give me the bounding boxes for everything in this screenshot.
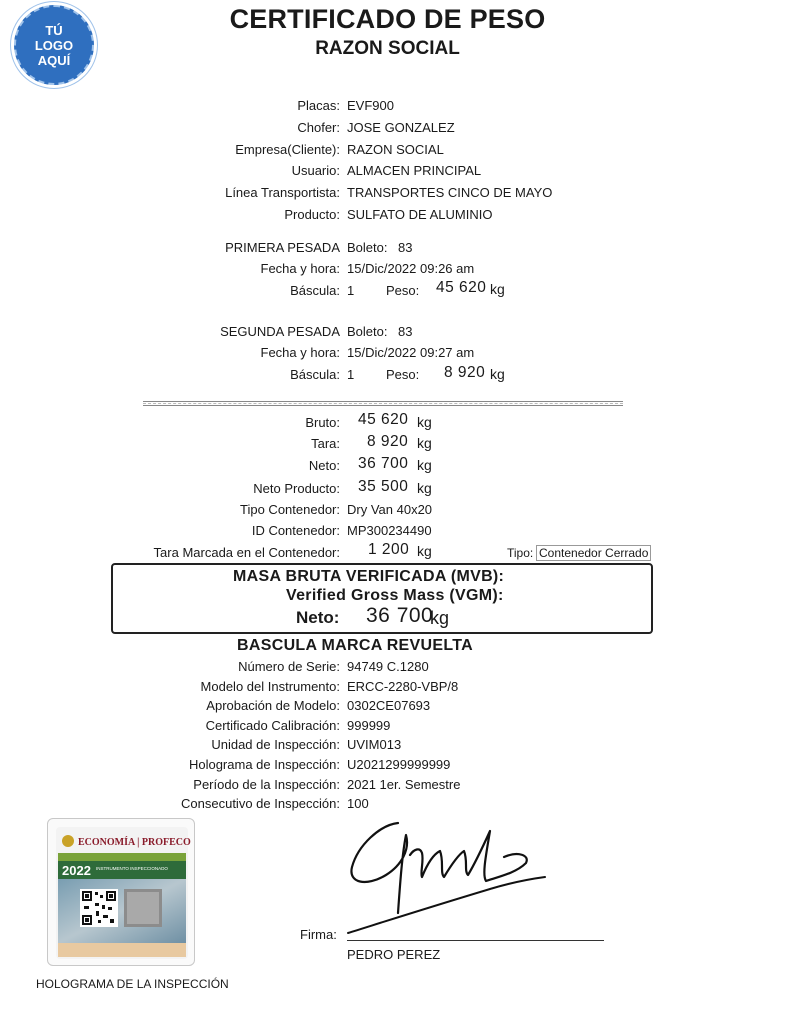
bascula-field-label: Holograma de Inspección: [188, 757, 340, 772]
bascula-field [0, 677, 800, 697]
bruto-value: 45 620 [358, 411, 409, 428]
vgm-title: Verified Gross Mass (VGM): [286, 587, 504, 604]
seal-icon [62, 835, 74, 847]
peso-label: Peso: [386, 283, 420, 298]
tara-unit: kg [417, 435, 432, 451]
bruto-label: Bruto: [305, 415, 340, 430]
primera-pesada-fecha [0, 259, 800, 279]
field-empresa [0, 140, 800, 160]
logo-text: TÚ LOGO AQUÍ [34, 22, 74, 68]
mvb-neto-unit: kg [430, 608, 450, 628]
bascula-field-label: Unidad de Inspección: [211, 737, 340, 752]
bascula-field-value: 0302CE07693 [347, 698, 431, 713]
field-tipo-contenedor [0, 500, 800, 520]
bascula-title: BASCULA MARCA REVUELTA [237, 637, 473, 654]
bascula-field-label: Consecutivo de Inspección: [181, 796, 340, 811]
fecha-label: Fecha y hora: [260, 345, 340, 360]
neto-label: Neto: [308, 458, 340, 473]
fecha-label: Fecha y hora: [260, 261, 340, 276]
value-linea: TRANSPORTES CINCO DE MAYO [347, 185, 553, 200]
peso-value: 45 620 [436, 279, 487, 296]
bascula-value: 1 [347, 367, 355, 382]
qr-code-icon [80, 889, 118, 927]
field-producto [0, 205, 800, 225]
label-chofer: Chofer: [297, 120, 340, 135]
label-placas: Placas: [297, 98, 340, 113]
boleto-value: 83 [398, 240, 413, 255]
neto-producto-label: Neto Producto: [253, 481, 340, 496]
tipo-contenedor-label: Tipo Contenedor: [240, 502, 340, 517]
tara-label: Tara: [311, 436, 340, 451]
tipo-field: Contenedor Cerrado [536, 545, 651, 561]
bascula-field-value: 100 [347, 796, 369, 811]
peso-unit: kg [490, 366, 505, 382]
bascula-field-label: Certificado Calibración: [205, 718, 340, 733]
value-empresa: RAZON SOCIAL [347, 142, 444, 157]
total-tara [0, 434, 800, 454]
tara-value: 8 920 [367, 433, 409, 450]
bascula-field-value: 94749 C.1280 [347, 659, 429, 674]
hologram-year: 2022 [62, 863, 91, 878]
label-linea: Línea Transportista: [225, 185, 340, 200]
tara-contenedor-value: 1 200 [368, 541, 410, 558]
bascula-label: Báscula: [290, 367, 340, 382]
primera-pesada-bascula [0, 281, 800, 301]
tara-contenedor-label: Tara Marcada en el Contenedor: [153, 545, 340, 560]
boleto-label: Boleto: [347, 240, 388, 255]
bascula-field [0, 716, 800, 736]
bascula-field-value: 999999 [347, 718, 391, 733]
bascula-field [0, 775, 800, 795]
neto-producto-value: 35 500 [358, 478, 409, 495]
segunda-pesada-label: SEGUNDA PESADA [220, 324, 340, 339]
neto-producto-unit: kg [417, 480, 432, 496]
id-contenedor-value: MP300234490 [347, 523, 432, 538]
firma-label: Firma: [300, 927, 337, 942]
bascula-field-value: U2021299999999 [347, 757, 451, 772]
value-usuario: ALMACEN PRINCIPAL [347, 163, 482, 178]
primera-pesada-boleto [0, 238, 800, 258]
hologram-caption: HOLOGRAMA DE LA INSPECCIÓN [36, 977, 229, 991]
document-title: CERTIFICADO DE PESO [229, 4, 546, 34]
bascula-field [0, 657, 800, 677]
bascula-field-label: Aprobación de Modelo: [206, 698, 340, 713]
bascula-field-value: ERCC-2280-VBP/8 [347, 679, 459, 694]
separator-line [143, 401, 623, 406]
total-bruto [0, 413, 800, 433]
boleto-value: 83 [398, 324, 413, 339]
neto-value: 36 700 [358, 455, 409, 472]
field-chofer [0, 118, 800, 138]
boleto-label: Boleto: [347, 324, 388, 339]
segunda-pesada-bascula [0, 365, 800, 385]
value-producto: SULFATO DE ALUMINIO [347, 207, 493, 222]
total-neto [0, 456, 800, 476]
mvb-neto-label: Neto: [296, 608, 340, 627]
bruto-unit: kg [417, 414, 432, 430]
signature-line [347, 940, 604, 941]
bascula-field [0, 794, 800, 814]
segunda-pesada-boleto [0, 322, 800, 342]
bascula-field [0, 696, 800, 716]
label-producto: Producto: [284, 207, 340, 222]
neto-unit: kg [417, 457, 432, 473]
tara-contenedor-unit: kg [417, 543, 432, 559]
peso-value: 8 920 [444, 364, 486, 381]
mvb-neto-value: 36 700 [366, 604, 434, 627]
hologram-sub: INSTRUMENTO INSPECCIONADO [96, 866, 168, 871]
mvb-title: MASA BRUTA VERIFICADA (MVB): [233, 568, 505, 585]
hologram-graphic [48, 819, 196, 967]
primera-pesada-label: PRIMERA PESADA [225, 240, 340, 255]
id-contenedor-label: ID Contenedor: [251, 523, 340, 538]
signature-image [340, 815, 560, 940]
field-usuario [0, 161, 800, 181]
bascula-field-label: Modelo del Instrumento: [200, 679, 340, 694]
value-chofer: JOSE GONZALEZ [347, 120, 455, 135]
segunda-pesada-fecha [0, 343, 800, 363]
bascula-label: Báscula: [290, 283, 340, 298]
field-placas [0, 96, 800, 116]
bascula-field [0, 755, 800, 775]
fecha-value: 15/Dic/2022 09:26 am [347, 261, 475, 276]
hologram-brand: ECONOMÍA | PROFECO [78, 837, 191, 848]
tipo-label: Tipo: [507, 546, 534, 560]
value-placas: EVF900 [347, 98, 394, 113]
total-neto-producto [0, 479, 800, 499]
firma-name: PEDRO PEREZ [347, 947, 441, 962]
inspection-hologram [47, 818, 195, 966]
field-linea [0, 183, 800, 203]
fecha-value: 15/Dic/2022 09:27 am [347, 345, 475, 360]
bascula-field [0, 735, 800, 755]
bascula-field-value: UVIM013 [347, 737, 402, 752]
label-usuario: Usuario: [291, 163, 340, 178]
label-empresa: Empresa(Cliente): [235, 142, 340, 157]
document-subtitle: RAZON SOCIAL [315, 38, 460, 59]
bascula-field-label: Número de Serie: [238, 659, 340, 674]
bascula-field-value: 2021 1er. Semestre [347, 777, 461, 792]
field-tara-contenedor [0, 543, 800, 563]
field-id-contenedor [0, 521, 800, 541]
bascula-value: 1 [347, 283, 355, 298]
peso-label: Peso: [386, 367, 420, 382]
tipo-contenedor-value: Dry Van 40x20 [347, 502, 433, 517]
bascula-field-label: Período de la Inspección: [193, 777, 340, 792]
peso-unit: kg [490, 281, 505, 297]
